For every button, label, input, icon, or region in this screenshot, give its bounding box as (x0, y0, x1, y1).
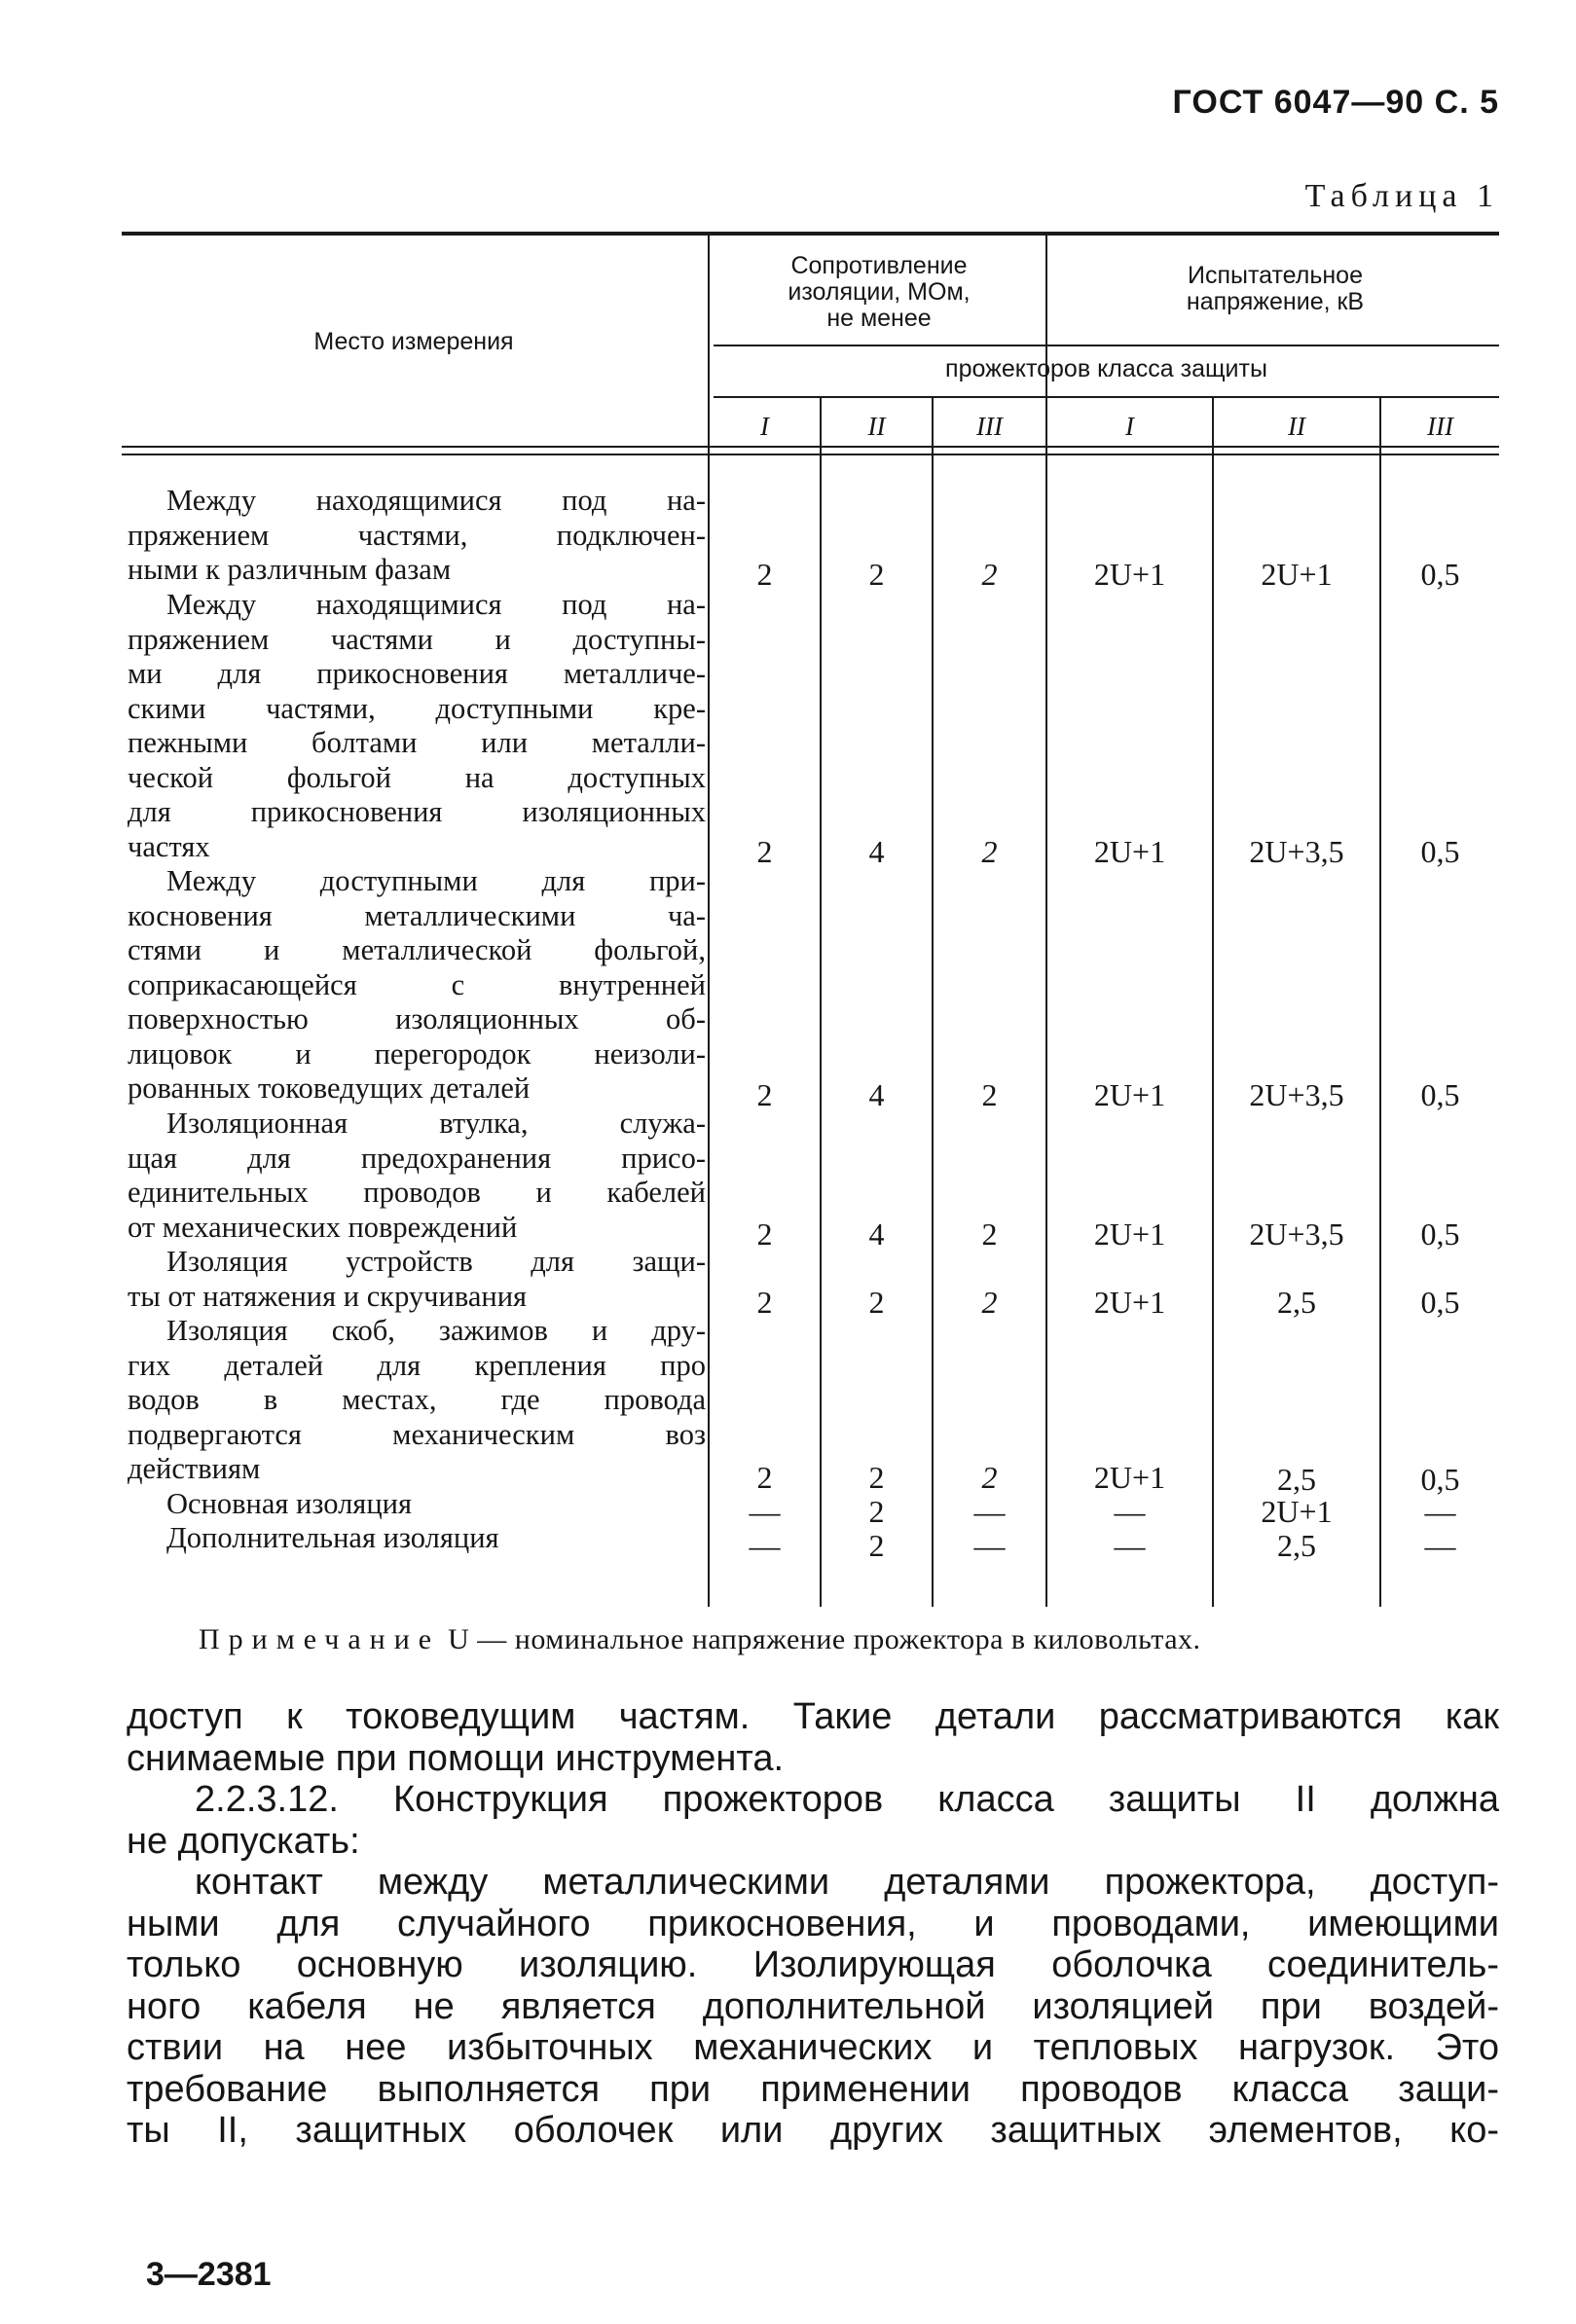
class-col-4: I (1125, 412, 1134, 441)
place-line: щая для предохранения присо- (128, 1141, 706, 1175)
table-cell: 2U+3,5 (1249, 834, 1344, 869)
place-line: действиям (128, 1452, 261, 1485)
table-cell: 2 (868, 1494, 885, 1529)
place-line: пежными болтами или металли- (128, 726, 706, 759)
page-code: 3—2381 (146, 2256, 272, 2293)
table-cell: 0,5 (1420, 1285, 1460, 1320)
place-line: Основная изоляция (166, 1487, 413, 1520)
place-line: Дополнительная изоляция (166, 1521, 499, 1554)
header-subheader: прожекторов класса защиты (945, 355, 1267, 382)
table-cell: 2U+1 (1093, 834, 1166, 869)
table-cell: 2,5 (1277, 1462, 1316, 1497)
table-cell: 2U+3,5 (1249, 1216, 1344, 1252)
place-line: пряжением частями, подключен- (128, 518, 706, 552)
table-cell: 2 (868, 1285, 885, 1320)
table-row-place (128, 484, 706, 588)
place-line: лицовок и перегородок неизоли- (128, 1036, 706, 1071)
table-cell: — (1114, 1494, 1146, 1529)
header-resistance-line: Сопротивление (790, 252, 968, 279)
place-line: рованных токоведущих деталей (128, 1071, 531, 1105)
place-line: Изоляция устройств для защи- (166, 1245, 706, 1278)
class-col-2: II (867, 412, 886, 441)
table-cell: 0,5 (1420, 557, 1460, 592)
place-line: единительных проводов и кабелей (128, 1176, 706, 1209)
body-text (127, 1696, 1499, 2152)
place-line: поверхностью изоляционных об- (128, 1002, 706, 1035)
table-cell: 2 (981, 834, 998, 869)
table-cell: 4 (868, 834, 885, 869)
note-label: Примечание (199, 1623, 441, 1655)
table-cell: 2U+3,5 (1249, 1077, 1344, 1112)
body-line: ствии на нее избыточных механических и тепловых нагрузок. Это (127, 2027, 1499, 2068)
class-col-6: III (1427, 412, 1453, 441)
place-line: пряжением частями и доступны- (128, 622, 706, 656)
class-col-3: III (976, 412, 1003, 441)
body-line: контакт между металлическими деталями прожектора, доступ- (195, 1862, 1499, 1903)
body-line: снимаемые при помощи инструмента. (127, 1737, 785, 1779)
place-line: для прикосновения изоляционных (128, 795, 706, 828)
header-resistance (714, 253, 1045, 332)
table-cell: — (973, 1528, 1006, 1563)
table-row-place (128, 588, 706, 864)
table-cell: 2U+1 (1261, 1494, 1333, 1529)
table-cell: 2U+1 (1093, 1460, 1166, 1495)
table-cell: 0,5 (1420, 1462, 1460, 1497)
table-cell: 2 (756, 557, 773, 592)
table-cell: 2 (981, 1460, 998, 1495)
body-line: ного кабеля не является дополнительной изоляцией при воздей- (127, 1985, 1499, 2027)
table-cell: 0,5 (1420, 1077, 1460, 1112)
body-line: доступ к токоведущим частям. Такие детали рассматриваются как (127, 1696, 1499, 1737)
table-row-place (128, 1314, 706, 1487)
table-row-place (128, 864, 706, 1107)
table-cell: — (1424, 1528, 1456, 1563)
header-place-label: Место измерения (313, 328, 514, 355)
table-cell: 2 (756, 834, 773, 869)
table-cell: 2 (756, 1460, 773, 1495)
table-top-rule (122, 232, 1499, 236)
place-line: косновения металлическими ча- (128, 898, 706, 932)
place-line: частях (128, 829, 210, 863)
header-voltage-line: напряжение, кВ (1186, 288, 1365, 315)
head-bottom-rule-1 (122, 446, 1499, 448)
class-col-5: II (1288, 412, 1305, 441)
table-cell: 2,5 (1277, 1528, 1316, 1563)
table-cell: — (973, 1494, 1006, 1529)
table-row-place (128, 1521, 706, 1556)
place-line: ческой фольгой на доступных (128, 760, 706, 794)
table-cell: 2U+1 (1261, 557, 1333, 592)
table-cell: 4 (868, 1077, 885, 1112)
place-line: гих деталей для крепления про (128, 1348, 706, 1382)
table-cell: 2 (868, 557, 885, 592)
table-cell: 2 (981, 557, 998, 592)
body-line: требование выполняется при применении проводов класса защи- (127, 2068, 1499, 2110)
header-resistance-line: изоляции, МОм, (788, 278, 971, 306)
table-cell: 2U+1 (1093, 557, 1166, 592)
body-line: 2.2.3.12. Конструкция прожекторов класса защиты II должна (195, 1779, 1499, 1820)
table-title: Таблица 1 (1304, 178, 1499, 214)
table-cell: 2 (981, 1216, 998, 1252)
head-bottom-rule-2 (122, 454, 1499, 455)
table-cell: 2U+1 (1093, 1077, 1166, 1112)
place-line: скими частями, доступными кре- (128, 691, 706, 725)
place-line: ты от натяжения и скручивания (128, 1279, 528, 1313)
place-line: стями и металлической фольгой, (128, 933, 706, 966)
body-line: не допускать: (127, 1820, 360, 1862)
table-cell: 0,5 (1420, 1216, 1460, 1252)
place-line: ми для прикосновения металличе- (128, 657, 706, 690)
table-cell: 2 (981, 1285, 998, 1320)
table-cell: 2U+1 (1093, 1216, 1166, 1252)
table-cell: 2 (756, 1216, 773, 1252)
header-resistance-line: не менее (826, 305, 932, 332)
page-header: ГОСТ 6047—90 С. 5 (1172, 84, 1499, 121)
table-row-place (128, 1487, 706, 1522)
header-place (122, 329, 706, 355)
class-col-1: I (760, 412, 769, 441)
place-line: ными к различным фазам (128, 553, 452, 586)
place-line: Между доступными для при- (166, 864, 706, 897)
table-cell: 2 (756, 1285, 773, 1320)
place-line: Изоляция скоб, зажимов и дру- (166, 1314, 706, 1347)
place-line: от механических повреждений (128, 1210, 518, 1244)
table-cell: 0,5 (1420, 834, 1460, 869)
table-cell: 2 (981, 1077, 998, 1112)
table-cell: 2U+1 (1093, 1285, 1166, 1320)
body-line: только основную изоляцию. Изолирующая оболочка соединитель- (127, 1944, 1499, 1985)
table-cell: 2 (868, 1460, 885, 1495)
table-cell: — (749, 1528, 781, 1563)
table-cell: 4 (868, 1216, 885, 1252)
table-cell: — (749, 1494, 781, 1529)
header-voltage (1051, 263, 1499, 315)
table-row-place (128, 1107, 706, 1245)
table-cell: 2,5 (1277, 1285, 1316, 1320)
header-voltage-line: Испытательное (1188, 262, 1363, 289)
place-line: Изоляционная втулка, служа- (166, 1107, 706, 1140)
group-rule (714, 345, 1499, 346)
table-cell: 2 (868, 1528, 885, 1563)
table-row-place (128, 1245, 706, 1314)
place-line: соприкасающейся с внутренней (128, 967, 706, 1001)
table-cell: — (1114, 1528, 1146, 1563)
table-note (199, 1623, 1503, 1656)
place-line: Между находящимися под на- (166, 484, 706, 517)
place-line: подвергаются механическим воз (128, 1417, 706, 1451)
body-line: ными для случайного прикосновения, и проводами, имеющими (127, 1903, 1499, 1944)
table-cell: 2 (756, 1077, 773, 1112)
place-line: водов в местах, где провода (128, 1383, 706, 1416)
body-line: ты II, защитных оболочек или других защитных элементов, ко- (127, 2110, 1499, 2151)
table-cell: — (1424, 1494, 1456, 1529)
place-line: Между находящимися под на- (166, 588, 706, 621)
note-text: U — номинальное напряжение прожектора в киловольтах. (448, 1623, 1201, 1655)
